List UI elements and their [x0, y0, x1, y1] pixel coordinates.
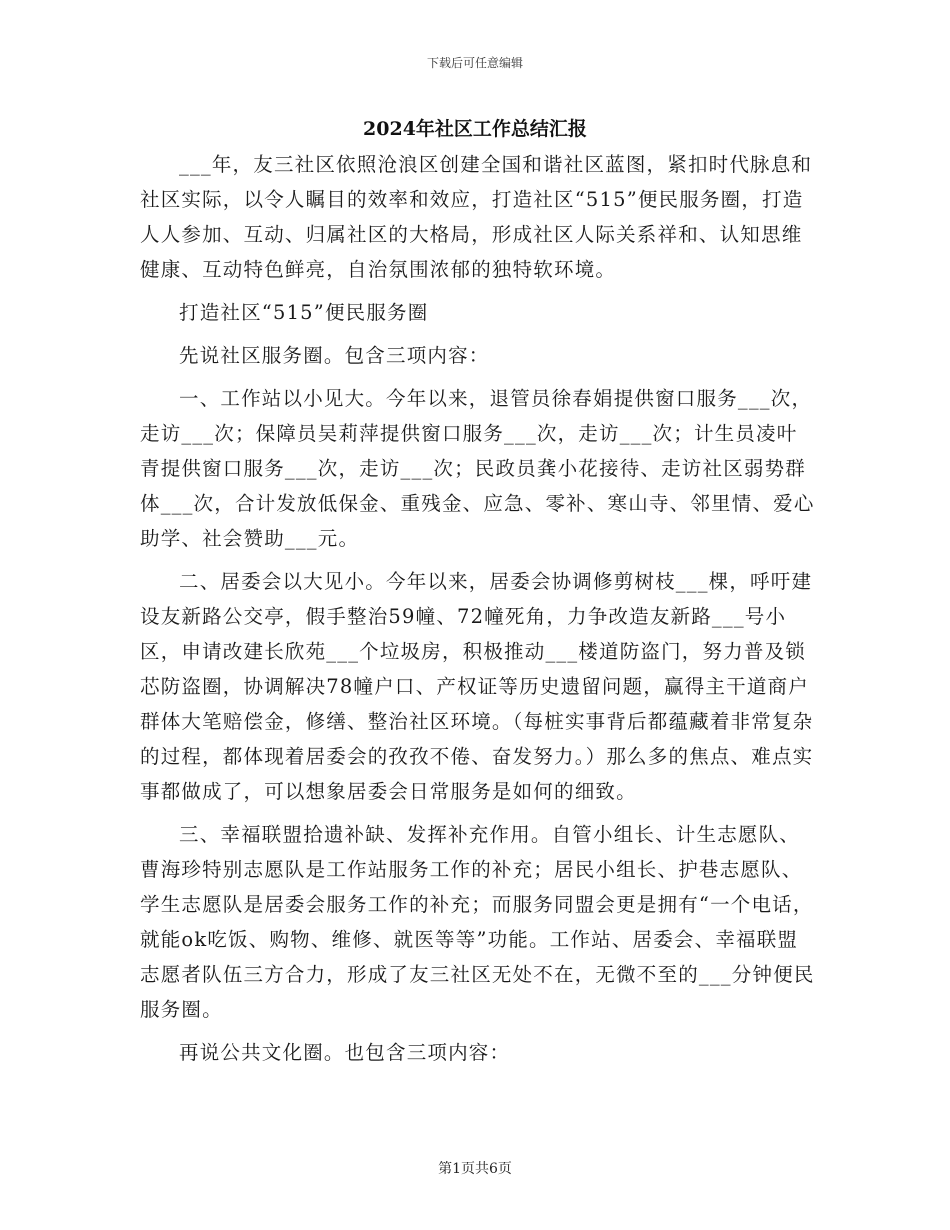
paragraph-happiness-alliance: 三、幸福联盟拾遗补缺、发挥补充作用。自管小组长、计生志愿队、曹海珍特别志愿队是工作站服务工作的补充；居民小组长、护巷志愿队、学生志愿队是居委会服务工作的补充；而服务同盟会更是拥有“一个电话，就能ok吃饭、购物、维修、就医等等”功能。工作站、居委会、幸福联盟志愿者队伍三方合力，形成了友三社区无处不在，无微不至的___分钟便民服务圈。: [140, 823, 815, 1021]
section-heading-service-circle: 打造社区“515”便民服务圈: [179, 301, 429, 324]
paragraph-culture-circle-intro: 再说公共文化圈。也包含三项内容：: [179, 1041, 511, 1064]
header-note: 下载后可任意编辑: [426, 56, 523, 70]
document-body: [140, 147, 816, 1070]
paragraph-service-circle-intro: 先说社区服务圈。包含三项内容：: [179, 344, 490, 367]
paragraph-intro: ___年，友三社区依照沧浪区创建全国和谐社区蓝图，紧扣时代脉息和社区实际，以令人瞩目的效率和效应，打造社区“515”便民服务圈，打造人人参加、互动、归属社区的大格局，形成社区人际关系祥和、认知思维健康、互动特色鲜亮，自治氛围浓郁的独特软环境。: [140, 153, 813, 281]
document-title: 2024年社区工作总结汇报: [363, 118, 587, 140]
paragraph-workstation: 一、工作站以小见大。今年以来，退管员徐春娟提供窗口服务___次，走访___次；保障员吴莉萍提供窗口服务___次，走访___次；计生员凌叶青提供窗口服务___次，走访___次；民政员龚小花接待、走访社区弱势群体___次，合计发放低保金、重残金、应急、零补、寒山寺、邻里情、爱心助学、社会赞助___元。: [140, 387, 815, 550]
page-footer: 第1页共6页: [438, 1161, 512, 1177]
paragraph-residents-committee: 二、居委会以大见小。今年以来，居委会协调修剪树枝___棵，呼吁建设友新路公交亭，假手整治59幢、72幢死角，力争改造友新路___号小区，申请改建长欣苑___个垃圾房，积极推动___楼道防盗门，努力普及锁芯防盗圈，协调解决78幢户口、产权证等历史遗留问题，赢得主干道商户群体大笔赔偿金，修缮、整治社区环境。（每桩实事背后都蕴藏着非常复杂的过程，都体现着居委会的孜孜不倦、奋发努力。）那么多的焦点、难点实事都做成了，可以想象居委会日常服务是如何的细致。: [140, 570, 814, 803]
